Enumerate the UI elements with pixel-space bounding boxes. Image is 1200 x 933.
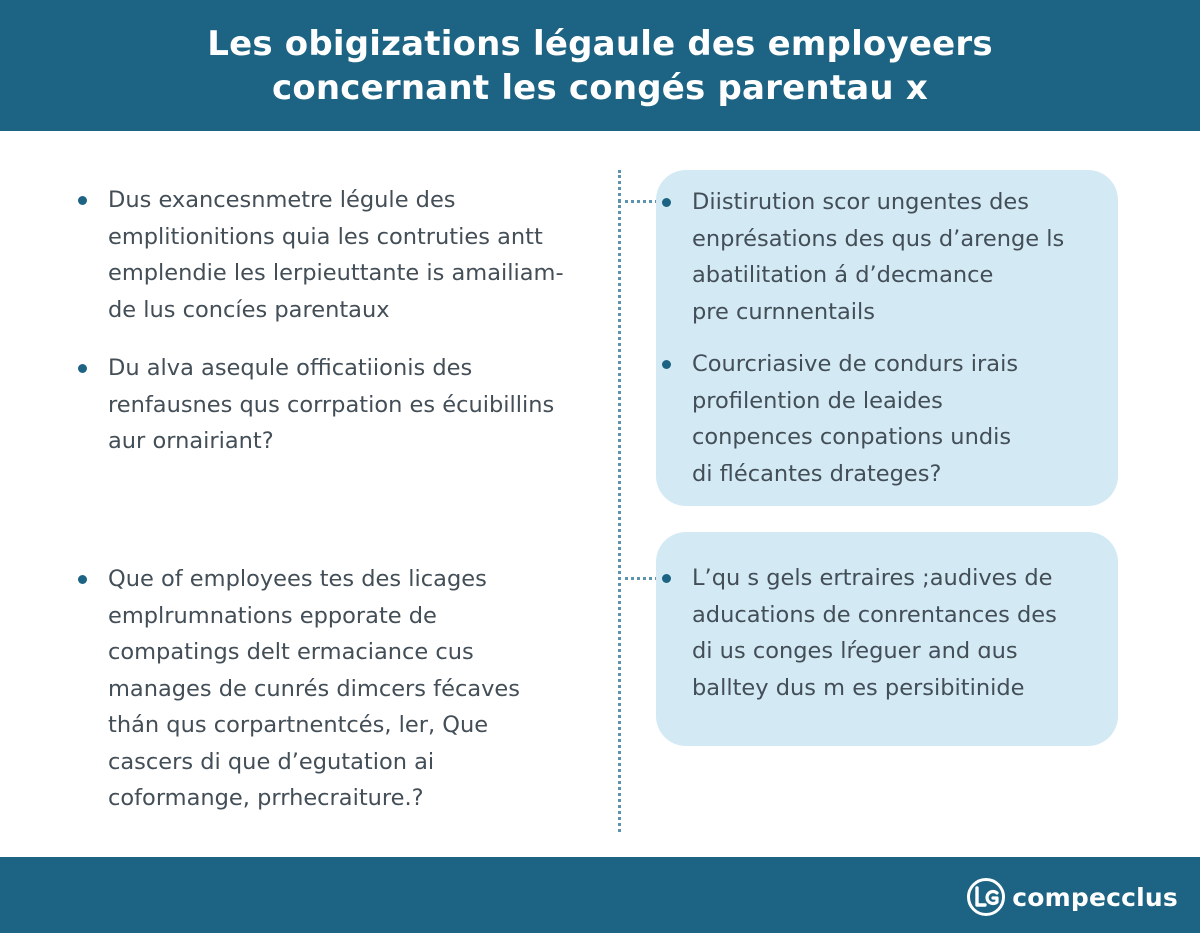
page-footer [0,857,1200,933]
bullet-dot [78,575,87,584]
left-bullet-3-line-1: Que of employees tes des licages [108,566,487,592]
center-divider [618,170,621,832]
card-1-bullet-1 [692,184,1064,330]
left-bullet-3-line-3: compatings delt ermaciance cus [108,639,474,665]
left-bullet-1-line-4: de lus concíes parentaux [108,296,390,323]
left-bullet-3 [108,561,520,817]
left-bullet-3-line-5: thán qus corpartnentcés, ler, Que [108,712,489,738]
left-bullet-1-line-3: emplendie les lerpieuttante is amailiam- [108,260,564,286]
card-2-bullet-1-line-2: aducations de conrentances des [692,601,1057,628]
card-1-bullet-2 [692,346,1018,492]
connector-bottom [618,577,658,580]
card-2-bullet-1-line-3: di us conges lŕeguer and ɑus [692,638,1018,664]
left-bullet-1 [108,182,564,328]
left-bullet-3-line-4: manages de cunrés dimcers fécaves [108,675,520,702]
page-header [0,0,1200,131]
left-bullet-3-line-6: cascers di que d’egutation ai [108,748,435,775]
card-1-bullet-2-line-3: conpences conpations undis [692,424,1012,450]
page-title-line-2: concernant les congés parentau x [271,67,928,108]
bullet-dot [662,198,671,207]
card-2-bullet-1-line-4: balltey dus m es persibitinide [692,674,1025,701]
connector-top [618,200,658,203]
left-bullet-3-line-7: coformange, prrhecraiture.? [108,785,424,811]
brand-name: compecclus [1012,882,1178,912]
bullet-dot [78,364,87,373]
card-1-bullet-1-line-2: enprésations des qus d’arenge ls [692,225,1065,252]
left-bullet-3-line-2: emplrumnations epporate de [108,602,437,629]
left-bullet-2 [108,350,554,460]
left-bullet-2-line-2: renfausnes qus corrpation es écuibillins [108,391,555,418]
bullet-dot [78,196,87,205]
bullet-dot [662,360,671,369]
left-bullet-1-line-2: emplitionitions quia les contruties antt [108,223,543,250]
left-bullet-2-line-1: Du alva asequle officatiionis des [108,355,473,381]
left-bullet-2-line-3: aur ornairiant? [108,428,274,454]
card-2-bullet-1 [692,560,1057,706]
card-2-bullet-1-line-1: L’qu s gels ertraires ;audives de [692,565,1053,591]
card-1-bullet-1-line-4: pre curnnentails [692,298,875,325]
brand-logo[interactable] [966,877,1178,917]
card-1-bullet-1-line-1: Diistirution scor ungentes des [692,189,1029,215]
left-bullet-1-line-1: Dus exancesnmetre légule des [108,187,456,213]
lg-logo-icon [966,877,1006,917]
card-1-bullet-2-line-1: Courcriasive de condurs irais [692,351,1019,377]
card-1-bullet-2-line-2: profilention de leaides [692,387,943,414]
page-title-line-1: Les obigizations légaule des employeers [207,23,993,64]
card-1-bullet-1-line-3: abatilitation á d’decmance [692,262,994,288]
bullet-dot [662,574,671,583]
card-1-bullet-2-line-4: di flécantes drateges? [692,460,942,487]
